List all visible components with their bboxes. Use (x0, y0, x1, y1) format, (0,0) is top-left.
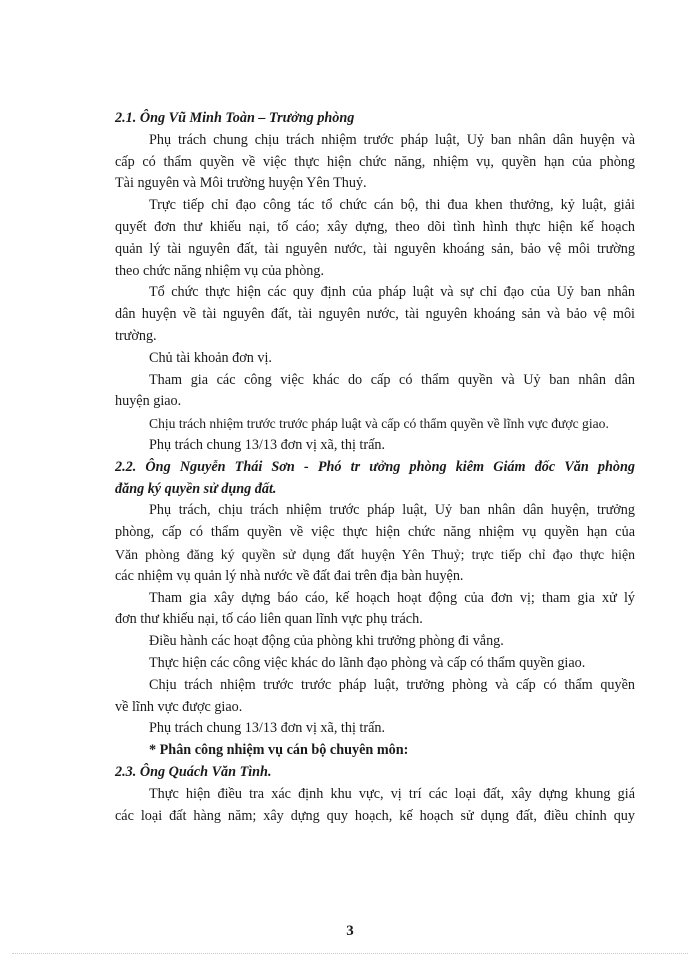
section-heading-2-2: 2.2. Ông Nguyễn Thái Sơn - Phó tr ưởng phòng kiêm Giám đốc Văn phòng (115, 458, 635, 475)
footer-divider (12, 953, 688, 954)
paragraph-line: Phụ trách, chịu trách nhiệm trước pháp luật, Uỷ ban nhân dân huyện, trưởng (149, 502, 635, 519)
paragraph-line: Tham gia xây dựng báo cáo, kế hoạch hoạt động của đơn vị; tham gia xử lý (149, 589, 635, 606)
assignment-heading: * Phân công nhiệm vụ cán bộ chuyên môn: (149, 742, 409, 759)
paragraph-line: huyện giao. (115, 393, 182, 410)
section-heading-2-2-cont: đăng ký quyền sử dụng đất. (115, 480, 277, 497)
paragraph-line: quyết đơn thư khiếu nại, tố cáo; xây dựng, theo dõi tình hình thực hiện kế hoạch (115, 218, 635, 235)
paragraph-line: Văn phòng đăng ký quyền sử dụng đất huyện Yên Thuỷ; trực tiếp chỉ đạo thực hiện (115, 546, 635, 562)
paragraph-line: Chủ tài khoản đơn vị. (149, 349, 272, 366)
paragraph-line: Trực tiếp chỉ đạo công tác tổ chức cán bộ, thi đua khen thưởng, kỷ luật, giải (149, 197, 635, 214)
document-body (115, 108, 635, 827)
paragraph-line: trường. (115, 327, 157, 344)
paragraph-line: Thực hiện điều tra xác định khu vực, vị trí các loại đất, xây dựng khung giá (149, 785, 635, 802)
paragraph-line: cấp có thẩm quyền về việc thực hiện chức năng, nhiệm vụ, quyền hạn của phòng (115, 153, 635, 170)
section-heading-2-1: 2.1. Ông Vũ Minh Toàn – Trưởng phòng (115, 110, 355, 126)
paragraph-line: Chịu trách nhiệm trước trước pháp luật, trưởng phòng và cấp có thẩm quyền (149, 676, 635, 693)
paragraph-line: quản lý tài nguyên đất, tài nguyên nước, tài nguyên khoáng sản, bảo vệ môi trường (115, 240, 635, 257)
paragraph-line: Điều hành các hoạt động của phòng khi trưởng phòng đi vắng. (149, 633, 504, 650)
section-heading-2-3: 2.3. Ông Quách Văn Tình. (115, 763, 272, 780)
paragraph-line: Phụ trách chung 13/13 đơn vị xã, thị trấn. (149, 720, 386, 737)
paragraph-line: Tổ chức thực hiện các quy định của pháp luật và sự chỉ đạo của Uỷ ban nhân (149, 284, 635, 301)
paragraph-line: đơn thư khiếu nại, tố cáo liên quan lĩnh vực phụ trách. (115, 611, 423, 628)
paragraph-line: dân huyện về tài nguyên đất, tài nguyên nước, tài nguyên khoáng sản và bảo vệ môi (115, 306, 635, 323)
paragraph-line: Tham gia các công việc khác do cấp có thẩm quyền và Uỷ ban nhân dân (149, 371, 635, 388)
paragraph-line: Thực hiện các công việc khác do lãnh đạo phòng và cấp có thẩm quyền giao. (149, 654, 586, 671)
paragraph-line: phòng, cấp có thẩm quyền về việc thực hiện chức năng nhiệm vụ quyền hạn của (115, 524, 635, 541)
paragraph-line: các nhiệm vụ quản lý nhà nước về đất đai trên địa bàn huyện. (115, 567, 464, 584)
paragraph-line: Tài nguyên và Môi trường huyện Yên Thuỷ. (115, 175, 367, 192)
paragraph-line: Phụ trách chung chịu trách nhiệm trước pháp luật, Uỷ ban nhân dân huyện và (149, 131, 635, 148)
paragraph-line: về lĩnh vực được giao. (115, 698, 243, 715)
paragraph-line: Phụ trách chung 13/13 đơn vị xã, thị trấn. (149, 436, 386, 453)
paragraph-line: theo chức năng nhiệm vụ của phòng. (115, 262, 325, 279)
paragraph-line: các loại đất hàng năm; xây dựng quy hoạch, kế hoạch sử dụng đất, điều chỉnh quy (115, 807, 635, 824)
page-number: 3 (346, 923, 354, 939)
paragraph-line: Chịu trách nhiệm trước trước pháp luật và cấp có thẩm quyền về lĩnh vực được giao. (149, 416, 609, 432)
